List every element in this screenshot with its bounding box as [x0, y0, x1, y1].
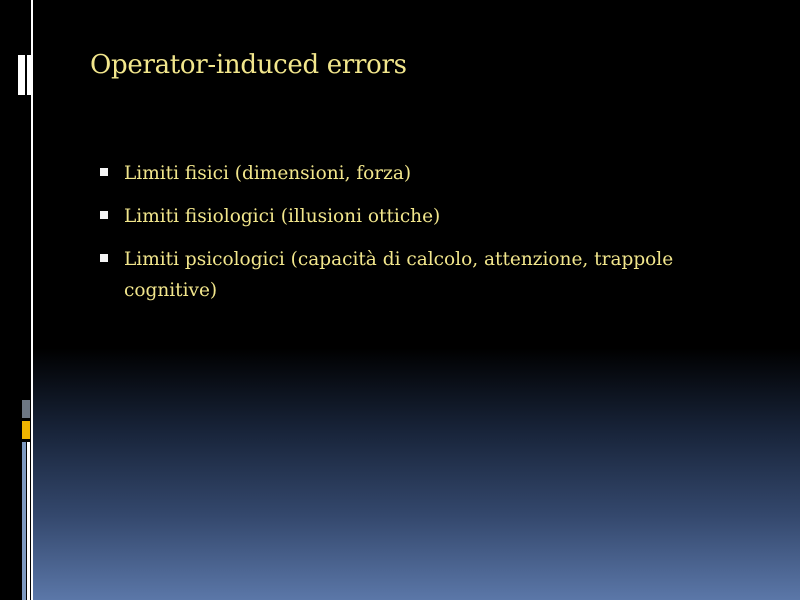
decorative-bar — [33, 55, 36, 95]
bullet-list — [100, 158, 720, 318]
decorative-bar — [27, 55, 32, 95]
square-bullet-icon — [100, 211, 108, 219]
bullet-text: Limiti fisiologici (illusioni ottiche) — [124, 206, 441, 227]
decorative-square-gray — [22, 400, 30, 418]
decorative-bar — [18, 55, 25, 95]
bullet-item — [100, 158, 720, 189]
bullet-item — [100, 201, 720, 232]
decorative-bar-blue — [22, 442, 26, 600]
square-bullet-icon — [100, 254, 108, 262]
decorative-bar-white — [27, 442, 30, 600]
slide-title: Operator-induced errors — [90, 50, 407, 80]
bullet-item — [100, 244, 720, 306]
decorative-bars-top — [18, 55, 36, 95]
decorative-square-yellow — [22, 421, 30, 439]
bullet-text: Limiti fisici (dimensioni, forza) — [124, 163, 412, 184]
bullet-text: Limiti psicologici (capacità di calcolo, attenzione, trappole cognitive) — [124, 249, 674, 301]
decorative-bars-side — [22, 400, 32, 600]
square-bullet-icon — [100, 168, 108, 176]
